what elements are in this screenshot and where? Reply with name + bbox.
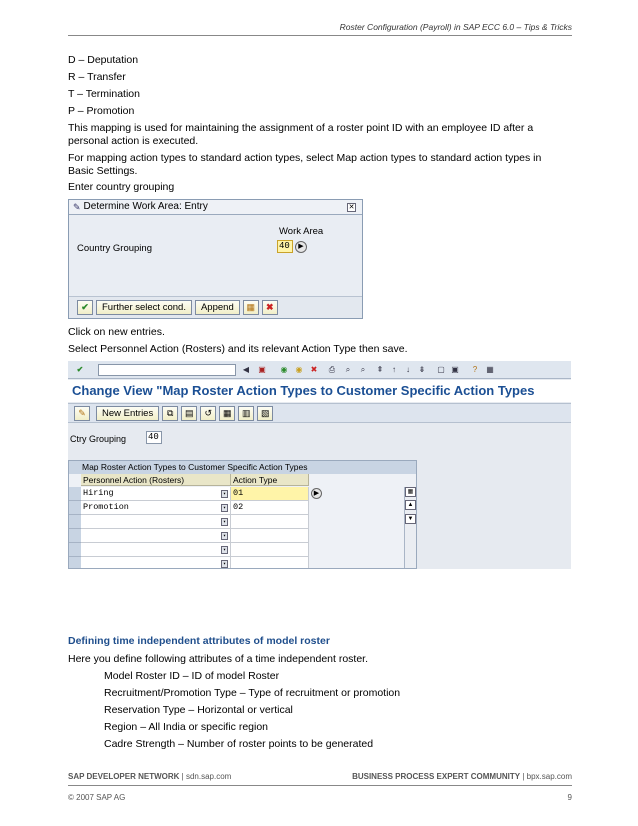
vertical-scrollbar[interactable] (404, 487, 416, 569)
personnel-action-value: Promotion (83, 502, 129, 512)
paragraph: Enter country grouping (68, 181, 175, 193)
delete-icon[interactable]: ▤ (181, 406, 197, 421)
deselect-all-icon[interactable]: ▧ (257, 406, 273, 421)
text-line: P – Promotion (68, 105, 135, 117)
check-icon[interactable]: ✔ (76, 365, 84, 374)
command-field[interactable] (98, 364, 236, 376)
new-session-icon[interactable]: ▢ (437, 365, 445, 374)
standard-toolbar (68, 361, 571, 379)
section-heading: Defining time independent attributes of model roster (68, 635, 330, 647)
page-number: 9 (567, 793, 572, 802)
footer-divider (68, 785, 572, 786)
ctry-grouping-label: Ctry Grouping (70, 434, 127, 444)
paragraph: Select Personnel Action (Rosters) and its relevant Action Type then save. (68, 343, 408, 355)
copyright: © 2007 SAP AG (68, 793, 126, 802)
footer-left-label: SAP DEVELOPER NETWORK (68, 772, 180, 781)
dropdown-icon[interactable]: ▾ (222, 561, 226, 567)
table-row (69, 529, 417, 543)
dropdown-icon[interactable]: ▾ (222, 533, 226, 539)
dialog-button-bar (69, 296, 362, 318)
undo-icon[interactable]: ↺ (200, 406, 216, 421)
list-item: Cadre Strength – Number of roster points to be generated (104, 738, 374, 750)
personnel-action-value: Hiring (83, 488, 114, 498)
row-selector[interactable] (69, 529, 81, 543)
personnel-action-cell[interactable] (81, 543, 231, 557)
dropdown-icon[interactable]: ▾ (222, 505, 226, 511)
column-header-personnel-action[interactable]: Personnel Action (Rosters) (81, 474, 231, 486)
footer-right-url[interactable]: bpx.sap.com (526, 772, 572, 781)
further-select-button[interactable]: Further select cond. (96, 300, 192, 315)
dropdown-icon[interactable]: ▾ (222, 519, 226, 525)
next-page-icon[interactable]: ↓ (406, 365, 410, 374)
prev-page-icon[interactable]: ↑ (392, 365, 396, 374)
print-icon[interactable]: ⎙ (328, 365, 336, 374)
scroll-down-icon[interactable]: ▼ (405, 514, 416, 524)
search-help-icon[interactable]: ▶ (295, 241, 307, 253)
dropdown-icon[interactable]: ▾ (222, 491, 226, 497)
footer-separator: | (522, 772, 525, 781)
paragraph: For mapping action types to standard action types, select Map action types to standard action types in Basic Settings. (68, 152, 542, 177)
personnel-action-cell[interactable] (81, 501, 231, 515)
table-row (69, 543, 417, 557)
table-row (69, 487, 417, 501)
table-row (69, 557, 417, 569)
action-type-cell[interactable] (231, 543, 309, 557)
find-icon[interactable]: ⌕ (345, 365, 351, 374)
personnel-action-cell[interactable] (81, 515, 231, 529)
footer-left (68, 772, 231, 781)
copy-icon[interactable]: ⧉ (162, 406, 178, 421)
layout-icon[interactable]: ▦ (486, 365, 494, 374)
exit-icon[interactable]: ◉ (295, 365, 303, 374)
dropdown-icon[interactable]: ▾ (222, 547, 226, 553)
table-row (69, 501, 417, 515)
column-header-action-type[interactable]: Action Type (231, 474, 309, 486)
application-toolbar (68, 403, 571, 423)
save-icon[interactable]: ▣ (258, 365, 266, 374)
edit-icon[interactable]: ✎ (74, 406, 90, 421)
paragraph: Here you define following attributes of a time independent roster. (68, 653, 369, 665)
footer-right-label: BUSINESS PROCESS EXPERT COMMUNITY (352, 772, 521, 781)
close-icon[interactable]: ✕ (348, 204, 355, 211)
back-icon[interactable]: ◉ (280, 365, 288, 374)
new-entries-button[interactable]: New Entries (96, 406, 159, 421)
ctry-grouping-value: 40 (146, 431, 162, 444)
append-button[interactable]: Append (195, 300, 240, 315)
row-selector[interactable] (69, 543, 81, 557)
table-title: Map Roster Action Types to Customer Specific Action Types (69, 461, 416, 474)
cancel-icon[interactable]: ✖ (310, 365, 318, 374)
action-type-cell[interactable] (231, 515, 309, 529)
select-all-icon[interactable]: ▦ (219, 406, 235, 421)
table-row (69, 515, 417, 529)
footer-right (352, 772, 572, 781)
running-header: Roster Configuration (Payroll) in SAP ECC 6.0 – Tips & Tricks (68, 22, 572, 36)
action-type-cell[interactable]: 01 (231, 487, 309, 501)
row-selector[interactable] (69, 557, 81, 569)
check-icon[interactable]: ✔ (77, 300, 93, 315)
row-selector[interactable] (69, 487, 81, 501)
personnel-action-cell[interactable] (81, 487, 231, 501)
work-area-dialog (68, 199, 363, 319)
footer-left-url[interactable]: sdn.sap.com (185, 772, 232, 781)
text-line: T – Termination (68, 88, 140, 100)
sap-view-screenshot (68, 361, 571, 569)
dialog-icon: ✎ (73, 202, 81, 212)
row-selector[interactable] (69, 501, 81, 515)
cancel-icon[interactable]: ✖ (262, 300, 278, 315)
paragraph: This mapping is used for maintaining the assignment of a roster point ID with an employee ID after a personal action is executed. (68, 122, 534, 147)
help-icon[interactable]: ? (472, 365, 478, 374)
view-title: Change View "Map Roster Action Types to Customer Specific Action Types (68, 380, 571, 402)
select-block-icon[interactable]: ▥ (238, 406, 254, 421)
list-item: Reservation Type – Horizontal or vertical (104, 704, 293, 716)
find-next-icon[interactable]: ⌕ (360, 365, 366, 374)
text-line: R – Transfer (68, 71, 126, 83)
action-type-cell[interactable] (231, 557, 309, 569)
country-grouping-label: Country Grouping (77, 243, 152, 254)
back-arrow-icon[interactable]: ◀ (242, 365, 250, 374)
paragraph: Click on new entries. (68, 326, 165, 338)
dialog-title: Determine Work Area: Entry (83, 201, 208, 212)
new-entry-icon[interactable]: ▦ (243, 300, 259, 315)
dialog-titlebar (69, 200, 362, 215)
text-line: D – Deputation (68, 54, 139, 66)
country-grouping-input[interactable]: 40 (277, 240, 293, 253)
action-type-cell[interactable] (231, 529, 309, 543)
search-help-icon[interactable]: ▶ (311, 488, 322, 499)
list-item: Model Roster ID – ID of model Roster (104, 670, 280, 682)
list-item: Recruitment/Promotion Type – Type of recruitment or promotion (104, 687, 401, 699)
personnel-action-cell[interactable] (81, 557, 231, 569)
scroll-up-icon[interactable]: ▲ (405, 500, 416, 510)
column-settings-icon[interactable]: ▦ (405, 487, 416, 497)
work-area-label: Work Area (279, 226, 324, 237)
list-item: Region – All India or specific region (104, 721, 269, 733)
footer-separator: | (181, 772, 184, 781)
last-page-icon[interactable]: ⇟ (418, 365, 426, 374)
action-type-cell[interactable]: 02 (231, 501, 309, 515)
personnel-action-cell[interactable] (81, 529, 231, 543)
shortcut-icon[interactable]: ▣ (451, 365, 459, 374)
mapping-table (68, 460, 417, 569)
first-page-icon[interactable]: ⇞ (376, 365, 384, 374)
row-selector[interactable] (69, 515, 81, 529)
